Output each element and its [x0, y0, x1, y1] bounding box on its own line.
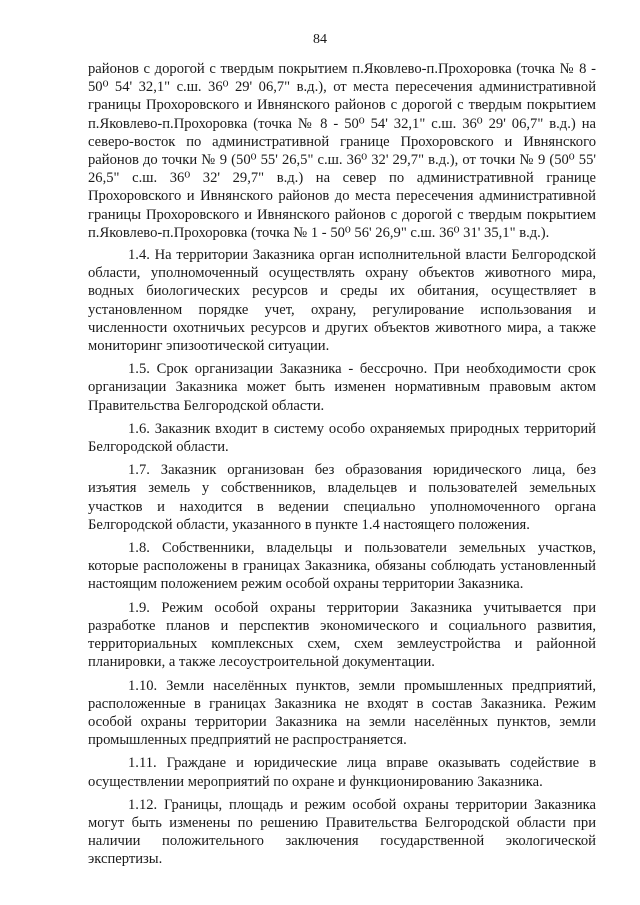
paragraph-1-9 — [88, 599, 596, 672]
paragraph-number: 1.7. — [128, 462, 150, 479]
paragraph-1-8 — [88, 539, 596, 594]
paragraph-number: 1.4. — [128, 247, 150, 264]
paragraph-1-5 — [88, 360, 596, 415]
paragraph-text: Режим особой охраны территории Заказника учитывается при разработке планов и перспектив экономического и социального развития, территориальных комплексных схем, схем землеустройства и районной планировки, а также лесоустроительной документации. — [88, 599, 596, 671]
paragraph-text: Границы, площадь и режим особой охраны территории Заказника могут быть изменены по решению Правительства Белгородской области при наличии положительного заключения государственной экологической экспертизы. — [88, 796, 596, 868]
intro-paragraph: районов с дорогой с твердым покрытием п.Яковлево-п.Прохоровка (точка № 8 - 50⁰ 54' 32,1" с.ш. 36⁰ 29' 06,7" в.д.), от места пересечения административной границы Прохоровского и Ивнянского районов с дорогой с твердым покрытием п.Яковлево-п.Прохоровка (точка № 8 - 50⁰ 54' 32,1" с.ш. 36⁰ 29' 06,7" в.д.) на северо-восток по административной границе Прохоровского и Ивнянского районов до точки № 9 (50⁰ 55' 26,5" с.ш. 36⁰ 32' 29,7" в.д.), от точки № 9 (50⁰ 55' 26,5" с.ш. 36⁰ 32' 29,7" в.д.) на север по административной границе Прохоровского и Ивнянского районов до места пересечения административной границы Прохоровского и Ивнянского районов с дорогой с твердым покрытием п.Яковлево-п.Прохоровка (точка № 1 - 50⁰ 56' 26,9" с.ш. 36⁰ 31' 35,1" в.д.). — [88, 61, 596, 241]
paragraph-number: 1.5. — [128, 361, 150, 378]
paragraph-text: Срок организации Заказника - бессрочно. При необходимости срок организации Заказника может быть изменен нормативным правовым актом Правительства Белгородской области. — [88, 361, 596, 414]
paragraph-1-10 — [88, 677, 596, 750]
paragraph-number: 1.11. — [128, 755, 157, 772]
paragraph-1-11 — [88, 754, 596, 790]
paragraph-text: Собственники, владельцы и пользователи земельных участков, которые расположены в границах Заказника, обязаны соблюдать установленный настоящим положением режим особой охраны территории Заказника. — [88, 540, 596, 593]
page-number: 84 — [313, 32, 327, 47]
paragraph-text: На территории Заказника орган исполнительной власти Белгородской области, уполномоченный осуществлять охрану объектов животного мира, водных биологических ресурсов и среды их обитания, осуществляет в установленном порядке учет, охрану, регулирование использования и численности охотничьих ресурсов и других объектов животного мира, а также мониторинг эпизоотической ситуации. — [88, 247, 597, 355]
paragraph-number: 1.6. — [128, 420, 150, 437]
paragraph-number: 1.9. — [128, 599, 150, 616]
paragraph-1-6 — [88, 420, 596, 456]
paragraph-1-7 — [88, 461, 596, 534]
document-body — [88, 60, 596, 874]
paragraph-text: Граждане и юридические лица вправе оказывать содействие в осуществлении мероприятий по охране и функционированию Заказника. — [88, 755, 596, 790]
paragraph-number: 1.8. — [128, 540, 150, 557]
paragraph-1-4 — [88, 246, 596, 355]
paragraph-number: 1.10. — [128, 677, 158, 694]
paragraph-number: 1.12. — [128, 796, 158, 813]
paragraph-text: Земли населённых пунктов, земли промышленных предприятий, расположенные в границах Заказника не входят в состав Заказника. Режим особой охраны территории Заказника на земли населённых пунктов, земли промышленных предприятий не распространяется. — [88, 677, 596, 749]
paragraph-1-12 — [88, 796, 596, 869]
paragraph-text: Заказник организован без образования юридического лица, без изъятия земель у собственников, владельцев и пользователей земельных участков и находится в ведении специально уполномоченного органа Белгородской области, указанного в пункте 1.4 настоящего положения. — [88, 462, 596, 533]
paragraph-text: Заказник входит в систему особо охраняемых природных территорий Белгородской области. — [88, 420, 596, 456]
